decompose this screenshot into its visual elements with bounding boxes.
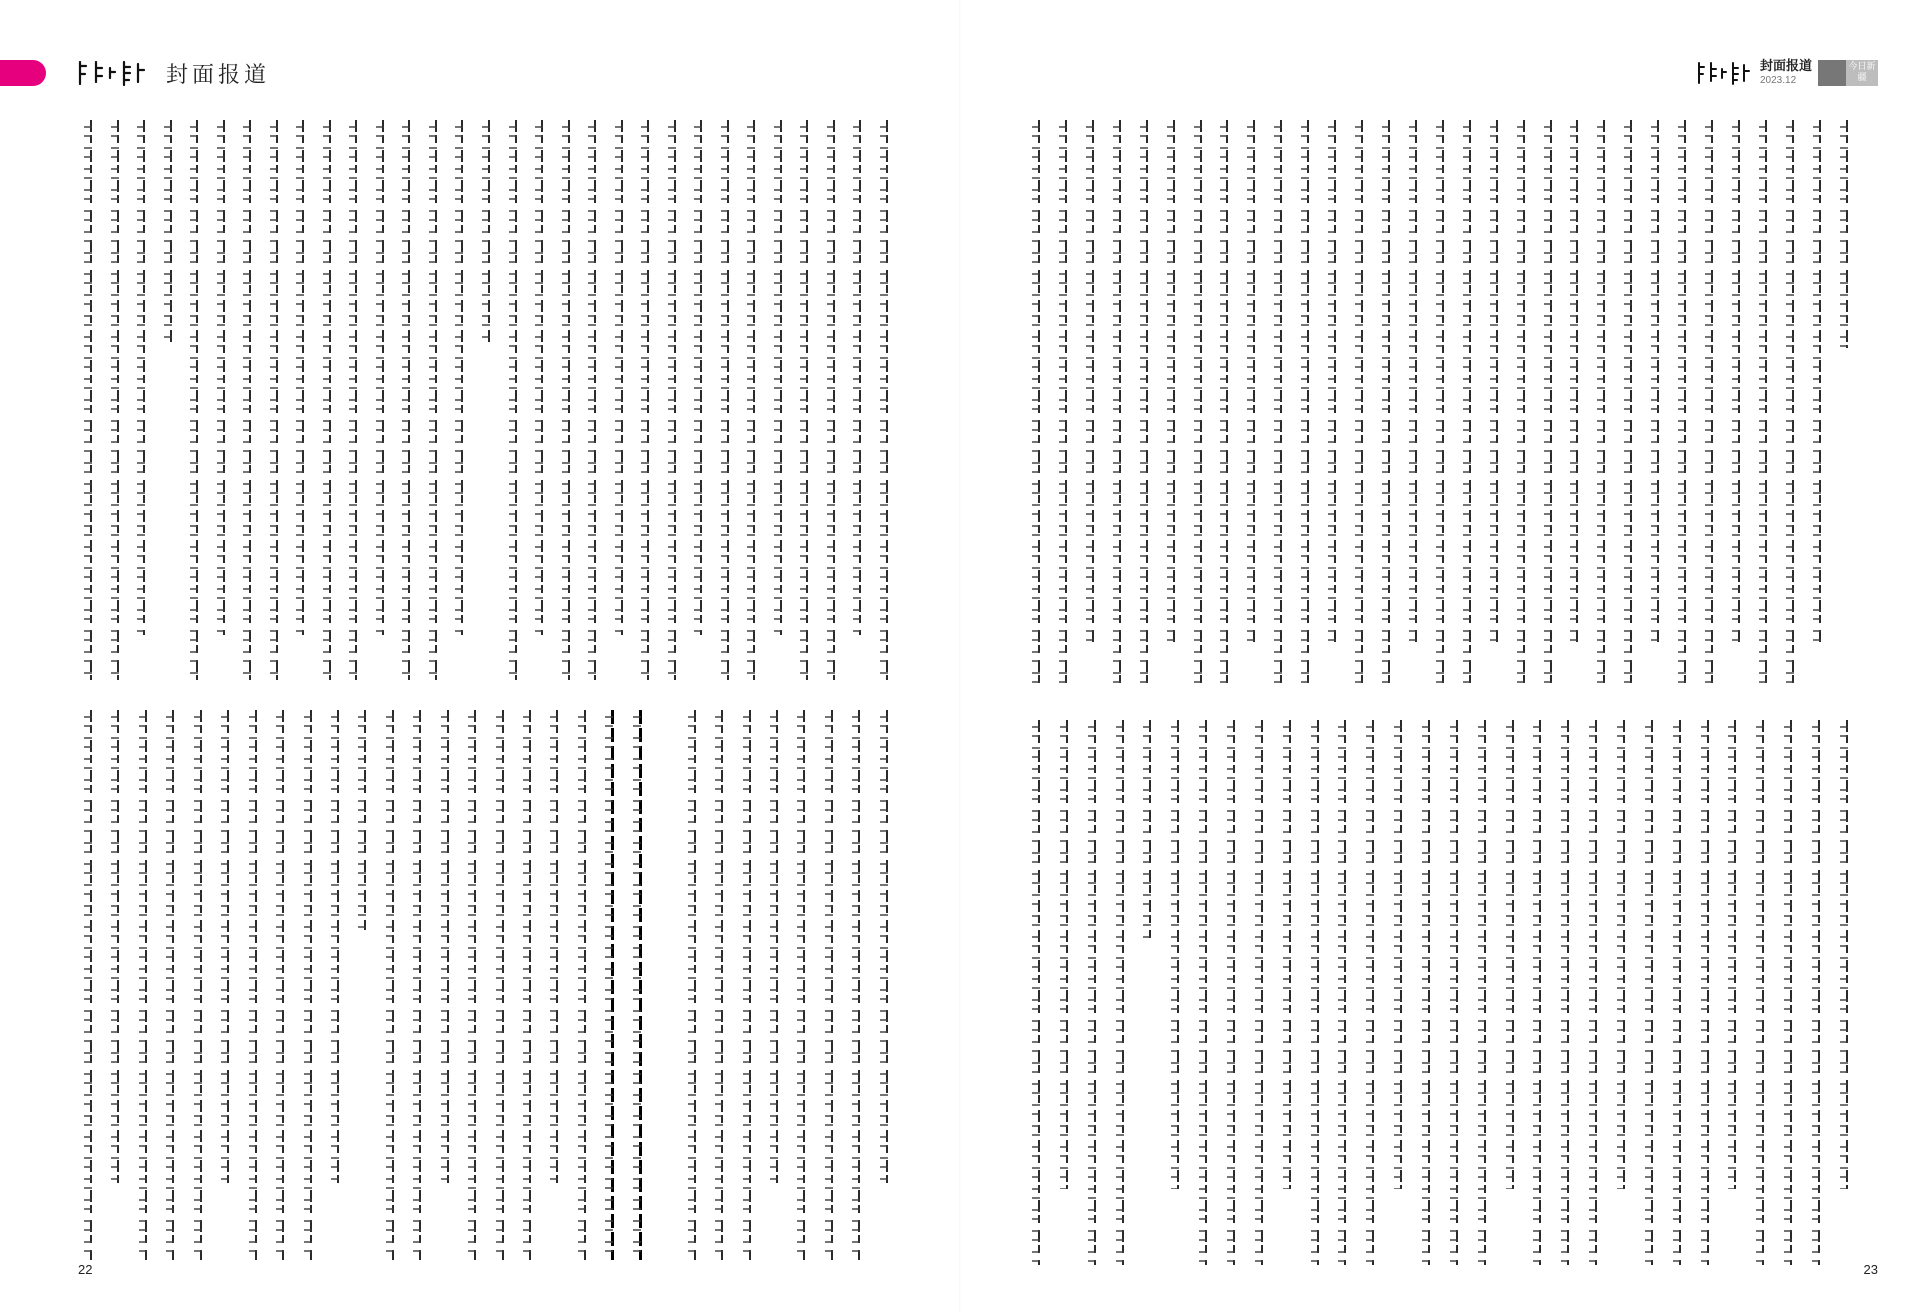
text-column xyxy=(382,710,404,1260)
text-column xyxy=(1647,120,1669,644)
text-column xyxy=(1084,720,1106,1265)
text-column xyxy=(849,120,871,635)
text-column xyxy=(793,710,815,1260)
text-column xyxy=(107,120,129,680)
text-column xyxy=(1362,720,1384,1265)
text-column xyxy=(1593,120,1615,690)
text-column xyxy=(1459,120,1481,690)
text-column xyxy=(1390,720,1412,1189)
text-column xyxy=(1474,720,1496,1265)
text-column xyxy=(107,710,129,1183)
text-column xyxy=(398,120,420,680)
text-column xyxy=(1082,120,1104,644)
text-column xyxy=(1755,120,1777,690)
text-column xyxy=(519,710,541,1260)
text-column xyxy=(796,120,818,680)
text-column xyxy=(80,710,102,1260)
text-column xyxy=(848,710,870,1260)
section-label-block xyxy=(1760,60,1812,86)
text-column xyxy=(1112,720,1134,1265)
text-column xyxy=(292,120,314,635)
text-column xyxy=(1334,720,1356,1265)
text-column xyxy=(1752,720,1774,1265)
subheading-column xyxy=(629,710,651,1260)
text-column xyxy=(1405,120,1427,644)
text-column xyxy=(664,120,686,680)
text-column xyxy=(186,120,208,680)
left-upper-text-block xyxy=(80,120,898,680)
text-column xyxy=(492,710,514,1260)
text-column xyxy=(80,120,102,680)
text-column xyxy=(1724,720,1746,1189)
text-column xyxy=(372,120,394,635)
text-column xyxy=(876,710,898,1183)
text-column xyxy=(770,120,792,635)
text-column xyxy=(1613,720,1635,1189)
text-column xyxy=(213,120,235,635)
text-column xyxy=(1378,120,1400,690)
magazine-badge xyxy=(1818,60,1878,86)
text-column xyxy=(1190,120,1212,690)
text-column xyxy=(478,120,500,344)
text-column xyxy=(135,710,157,1260)
left-page-header xyxy=(0,56,270,90)
text-column xyxy=(1782,120,1804,690)
text-column xyxy=(1780,720,1802,1265)
text-column xyxy=(546,710,568,1183)
text-column xyxy=(1809,120,1831,644)
text-column xyxy=(717,120,739,680)
text-column xyxy=(160,120,182,344)
section-title: 封面报道 xyxy=(1759,59,1812,74)
text-column xyxy=(1243,120,1265,644)
text-column xyxy=(345,120,367,680)
text-column xyxy=(821,710,843,1260)
text-column xyxy=(162,710,184,1260)
section-title: 封面报道 xyxy=(166,62,271,88)
text-column xyxy=(505,120,527,680)
text-column xyxy=(876,120,898,680)
issue-date: 2023.12 xyxy=(1759,75,1797,86)
text-column xyxy=(1808,720,1830,1265)
text-column xyxy=(1641,720,1663,1265)
text-column xyxy=(1701,120,1723,690)
text-column xyxy=(531,120,553,635)
page-number: 23 xyxy=(1863,1262,1878,1277)
text-column xyxy=(300,710,322,1260)
text-column xyxy=(425,120,447,680)
text-column xyxy=(1056,720,1078,1189)
text-column xyxy=(319,120,341,680)
text-column xyxy=(1418,720,1440,1265)
text-column xyxy=(1167,720,1189,1189)
text-column xyxy=(1540,120,1562,690)
text-column xyxy=(1669,720,1691,1265)
badge-mongolian-mark xyxy=(1818,60,1846,86)
text-column xyxy=(133,120,155,635)
text-column xyxy=(1728,120,1750,644)
text-column xyxy=(637,120,659,680)
mongolian-logo-icon xyxy=(1694,60,1752,86)
text-column xyxy=(1251,720,1273,1265)
text-column xyxy=(823,120,845,680)
text-column xyxy=(611,120,633,635)
text-column xyxy=(1513,120,1535,690)
text-column xyxy=(1136,120,1158,690)
text-column xyxy=(558,120,580,680)
text-column xyxy=(739,710,761,1260)
badge-text: 今日新疆 xyxy=(1846,60,1878,86)
text-column xyxy=(1028,120,1050,690)
text-column xyxy=(1297,120,1319,690)
text-column xyxy=(1566,120,1588,644)
text-column xyxy=(1432,120,1454,690)
right-page xyxy=(960,0,1920,1312)
text-column xyxy=(245,710,267,1260)
text-column xyxy=(1270,120,1292,690)
section-color-tab xyxy=(0,60,46,86)
text-column xyxy=(584,120,606,680)
right-page-header xyxy=(1694,56,1878,90)
text-column xyxy=(711,710,733,1260)
text-column xyxy=(327,710,349,1183)
text-column xyxy=(1836,720,1858,1189)
text-column xyxy=(190,710,212,1260)
text-column xyxy=(1109,120,1131,690)
text-column xyxy=(1195,720,1217,1265)
text-column xyxy=(1557,720,1579,1265)
text-column xyxy=(464,710,486,1260)
text-column xyxy=(1279,720,1301,1189)
text-column xyxy=(1163,120,1185,644)
text-column xyxy=(354,710,376,930)
text-column xyxy=(743,120,765,680)
text-column xyxy=(1836,120,1858,348)
text-column xyxy=(437,710,459,1183)
right-upper-text-block xyxy=(1028,120,1858,690)
text-column xyxy=(266,120,288,680)
text-column xyxy=(1486,120,1508,644)
left-lower-text-block xyxy=(80,710,898,1260)
text-column xyxy=(1351,120,1373,690)
right-lower-text-block xyxy=(1028,720,1858,1265)
text-column xyxy=(1028,720,1050,1265)
subheading-column xyxy=(601,710,623,1260)
text-column xyxy=(1620,120,1642,690)
text-column xyxy=(690,120,712,635)
text-column xyxy=(684,710,706,1260)
text-column xyxy=(1139,720,1161,938)
text-column xyxy=(217,710,239,1183)
text-column xyxy=(239,120,261,680)
text-column xyxy=(1307,720,1329,1265)
mongolian-logo-icon xyxy=(74,58,152,88)
text-column xyxy=(272,710,294,1260)
text-column xyxy=(1585,720,1607,1265)
text-column xyxy=(574,710,596,1260)
text-column xyxy=(1674,120,1696,690)
text-column xyxy=(766,710,788,1183)
text-column xyxy=(1223,720,1245,1265)
text-column xyxy=(1055,120,1077,690)
text-column xyxy=(451,120,473,635)
text-column xyxy=(1697,720,1719,1265)
text-column xyxy=(1529,720,1551,1265)
text-column xyxy=(1502,720,1524,1189)
text-column xyxy=(1446,720,1468,1265)
text-column xyxy=(409,710,431,1260)
text-column xyxy=(1324,120,1346,644)
text-column xyxy=(1216,120,1238,690)
page-number: 22 xyxy=(78,1262,93,1277)
